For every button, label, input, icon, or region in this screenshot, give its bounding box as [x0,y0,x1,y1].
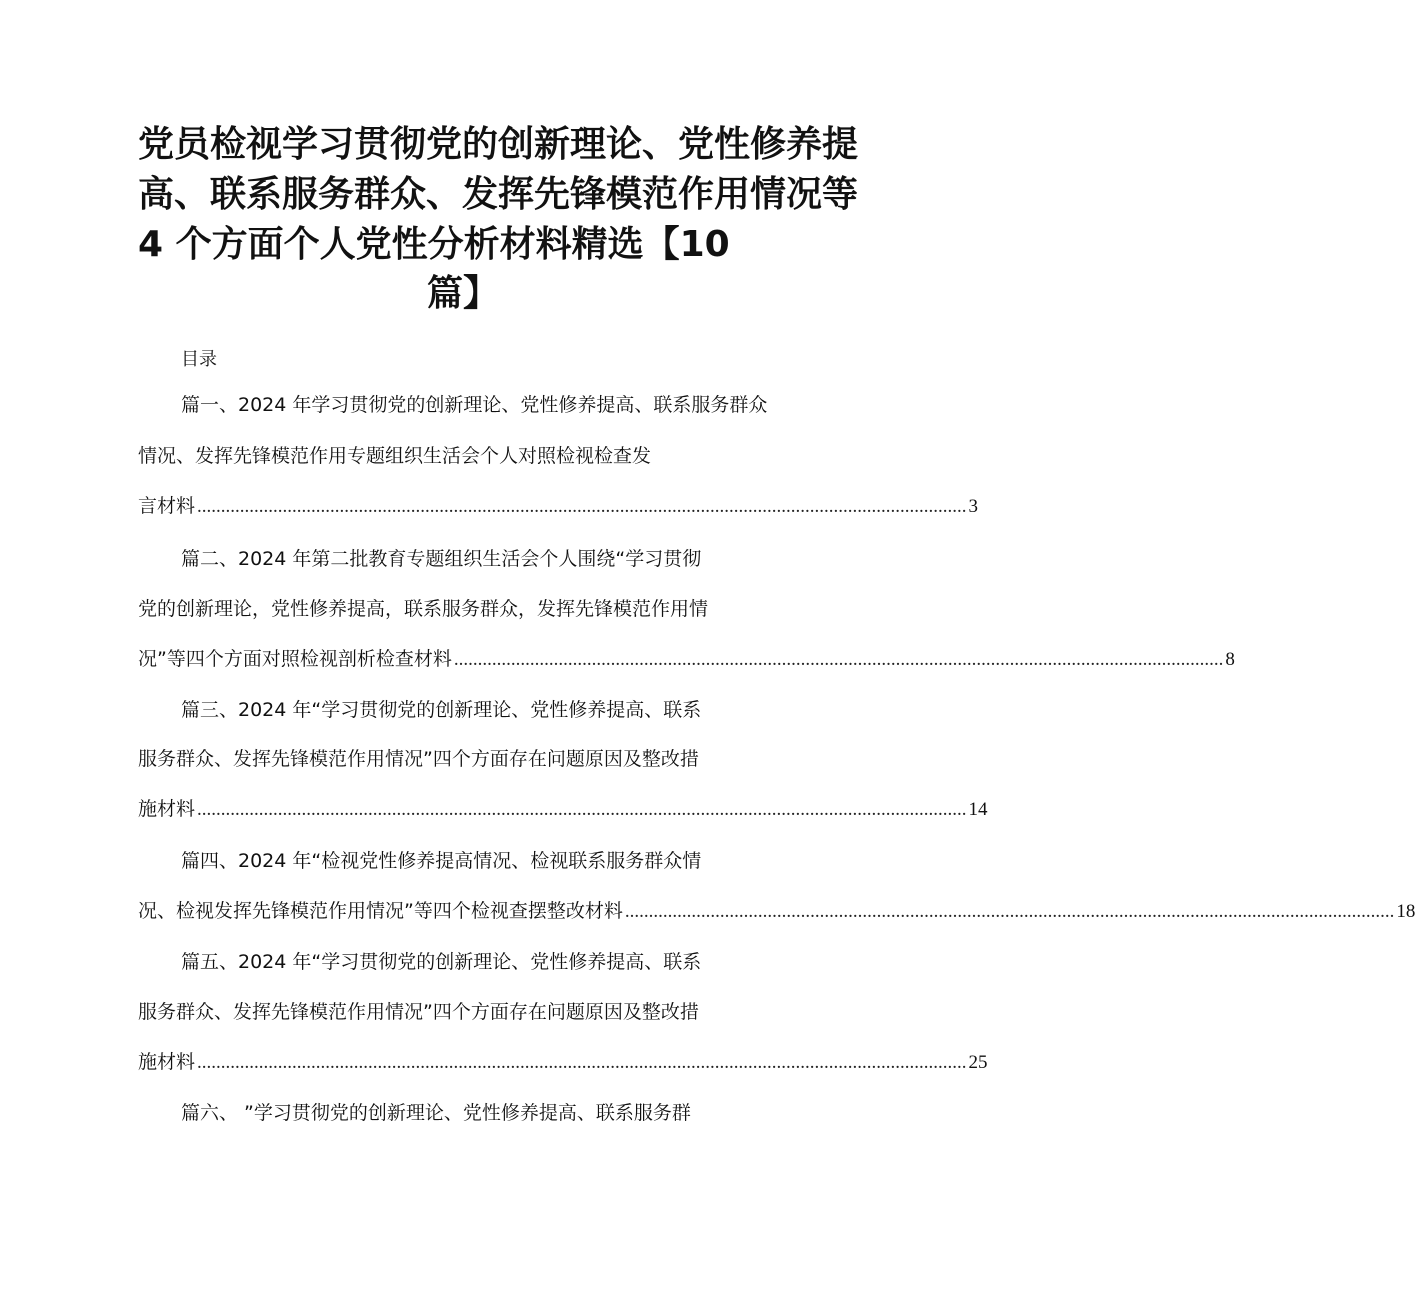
toc-entry-4-last-line[interactable] [138,900,1415,922]
toc-entry-1-page: 3 [968,496,979,517]
toc-entry-1-last-line[interactable] [138,495,979,517]
toc-entry-3-last-line[interactable] [138,798,988,820]
toc-entry-4-line-1[interactable]: 篇四、2024 年“检视党性修养提高情况、检视联系服务群众情 [181,850,702,872]
document-title-line-2: 高、联系服务群众、发挥先锋模范作用情况等 [138,174,859,215]
toc-entry-2-last-line[interactable] [138,648,1235,670]
toc-entry-3-line-1[interactable]: 篇三、2024 年“学习贯彻党的创新理论、党性修养提高、联系 [181,699,702,721]
toc-entry-2-text: 况”等四个方面对照检视剖析检查材料 [138,648,452,670]
toc-entry-6-line-1[interactable]: 篇六、 ”学习贯彻党的创新理论、党性修养提高、联系服务群 [181,1102,691,1124]
toc-entry-3-page: 14 [968,799,988,820]
toc-entry-2-line-2[interactable]: 党的创新理论，党性修养提高，联系服务群众，发挥先锋模范作用情 [138,598,709,620]
toc-entry-5-leader: .................................................................................................................................................................. [197,1052,967,1073]
toc-entry-4-text: 况、检视发挥先锋模范作用情况”等四个检视查摆整改材料 [138,900,623,922]
document-title-line-1: 党员检视学习贯彻党的创新理论、党性修养提 [138,124,859,165]
toc-entry-5-text: 施材料 [138,1051,196,1073]
toc-entry-3-leader: .................................................................................................................................................................. [197,799,967,820]
toc-entry-5-line-2[interactable]: 服务群众、发挥先锋模范作用情况”四个方面存在问题原因及整改措 [138,1001,699,1023]
toc-entry-3-line-2[interactable]: 服务群众、发挥先锋模范作用情况”四个方面存在问题原因及整改措 [138,748,699,770]
toc-entry-2-line-1[interactable]: 篇二、2024 年第二批教育专题组织生活会个人围绕“学习贯彻 [181,548,702,570]
document-title-line-4: 篇】 [427,273,500,314]
toc-entry-1-leader: .................................................................................................................................................................. [197,496,967,517]
toc-entry-4-leader: .................................................................................................................................................................. [624,901,1395,922]
toc-entry-4-page: 18 [1396,901,1415,922]
document-title-line-3: 4 个方面个人党性分析材料精选【10 [138,224,730,265]
toc-entry-2-leader: .................................................................................................................................................................. [453,649,1224,670]
toc-entry-5-line-1[interactable]: 篇五、2024 年“学习贯彻党的创新理论、党性修养提高、联系 [181,951,702,973]
toc-entry-5-last-line[interactable] [138,1051,988,1073]
toc-entry-1-text: 言材料 [138,495,196,517]
toc-entry-1-line-1[interactable]: 篇一、2024 年学习贯彻党的创新理论、党性修养提高、联系服务群众 [181,394,768,416]
toc-entry-1-line-2[interactable]: 情况、发挥先锋模范作用专题组织生活会个人对照检视检查发 [138,445,652,467]
toc-label: 目录 [181,349,217,370]
toc-entry-5-page: 25 [968,1052,988,1073]
toc-entry-2-page: 8 [1225,649,1235,670]
toc-entry-3-text: 施材料 [138,798,196,820]
